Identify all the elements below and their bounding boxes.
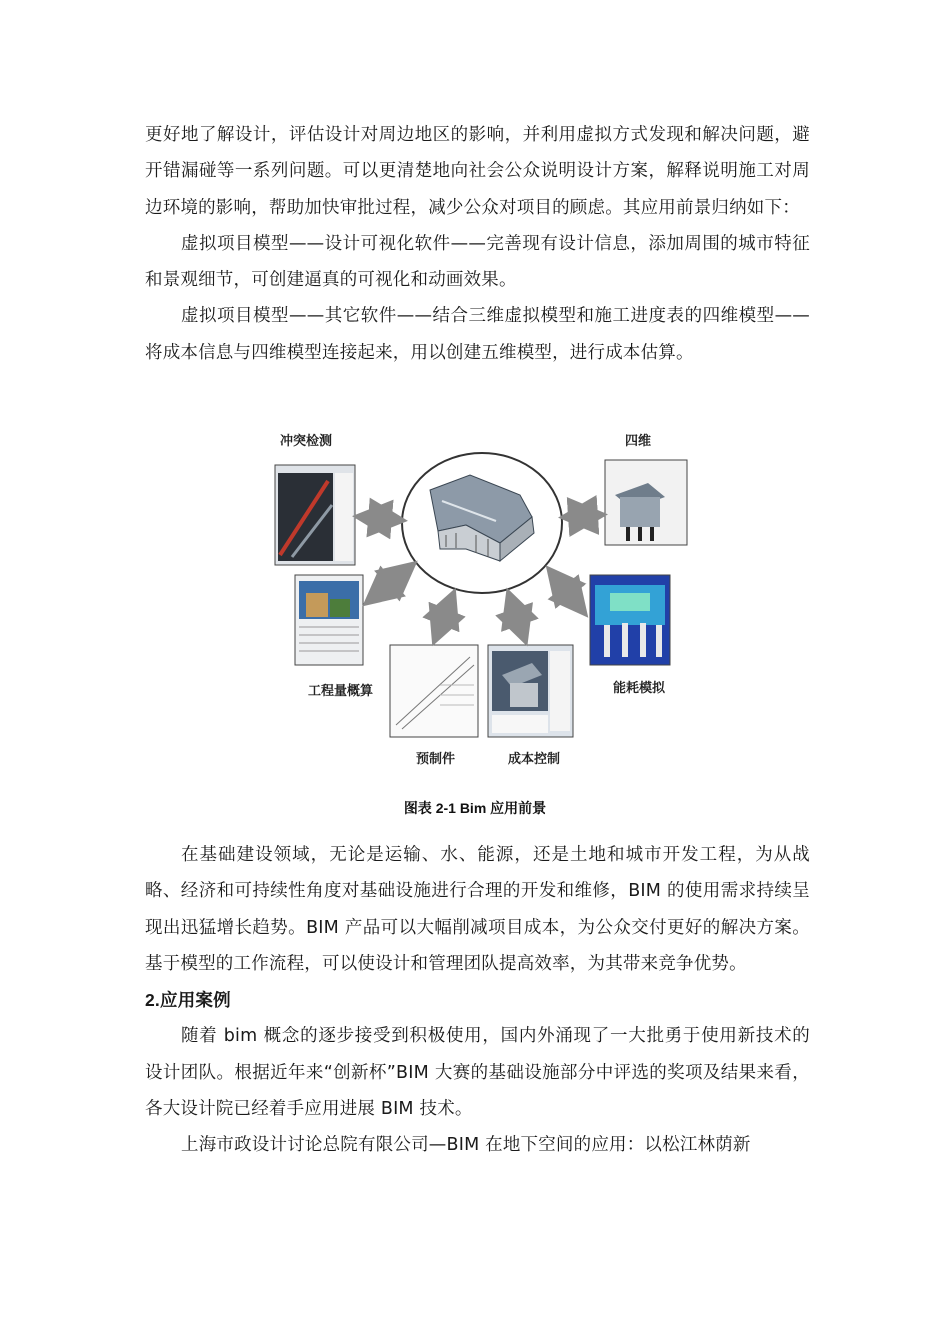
paragraph-shanghai-case: 上海市政设计讨论总院有限公司—BIM 在地下空间的应用：以松江林荫新 bbox=[181, 1135, 751, 1156]
figure-caption: 图表 2-1 Bim 应用前景 bbox=[403, 800, 547, 816]
label-energy-simulation: 能耗模拟 bbox=[613, 680, 666, 695]
paragraph-other-software: 虚拟项目模型——其它软件——结合三维虚拟模型和施工进度表的四维模型——将成本信息与四维模型连接起来，用以创建五维模型，进行成本估算。 bbox=[145, 306, 810, 363]
paragraph-visualization: 虚拟项目模型——设计可视化软件——完善现有设计信息，添加周围的城市特征和景观细节，可创建逼真的可视化和动画效果。 bbox=[145, 233, 810, 291]
body-text bbox=[145, 837, 810, 1164]
energy-simulation-thumbnail bbox=[590, 575, 670, 665]
quantity-estimate-thumbnail bbox=[295, 575, 363, 665]
label-four-d: 四维 bbox=[625, 433, 652, 448]
label-prefab: 预制件 bbox=[416, 751, 456, 766]
clash-detection-thumbnail bbox=[275, 465, 355, 565]
paragraph-bim-adoption: 随着 bim 概念的逐步接受到积极使用，国内外涌现了一大批勇于使用新技术的设计团队。根据近年来“创新杯”BIM 大赛的基础设施部分中评选的奖项及结果来看，各大设计院已经着手应用进展 BIM 技术。 bbox=[145, 1026, 810, 1120]
bim-application-diagram bbox=[270, 425, 690, 775]
section-heading: 2.应用案例 bbox=[145, 990, 231, 1011]
label-clash-detection: 冲突检测 bbox=[280, 433, 333, 448]
prefab-thumbnail bbox=[390, 645, 478, 737]
paragraph-infrastructure: 在基础建设领域，无论是运输、水、能源，还是土地和城市开发工程，为从战略、经济和可持续性角度对基础设施进行合理的开发和维修，BIM 的使用需求持续呈现出迅猛增长趋势。BIM 产品可以大幅削减项目成本，为公众交付更好的解决方案。基于模型的工作流程，可以使设计和管理团队提高效率，为其带来竞争优势。 bbox=[145, 845, 810, 974]
four-d-thumbnail bbox=[605, 460, 687, 545]
label-cost-control: 成本控制 bbox=[508, 751, 561, 766]
paragraph-benefits: 更好地了解设计，评估设计对周边地区的影响，并利用虚拟方式发现和解决问题，避开错漏碰等一系列问题。可以更清楚地向社会公众说明设计方案，解释说明施工对周边环境的影响，帮助加快审批过程，减少公众对项目的顾虑。其应用前景归纳如下： bbox=[145, 125, 810, 218]
central-model-ellipse bbox=[402, 453, 562, 593]
label-quantity-estimate: 工程量概算 bbox=[308, 683, 374, 698]
cost-control-thumbnail bbox=[488, 645, 573, 737]
intro-text bbox=[145, 117, 810, 371]
diagram-graphic bbox=[270, 425, 690, 775]
